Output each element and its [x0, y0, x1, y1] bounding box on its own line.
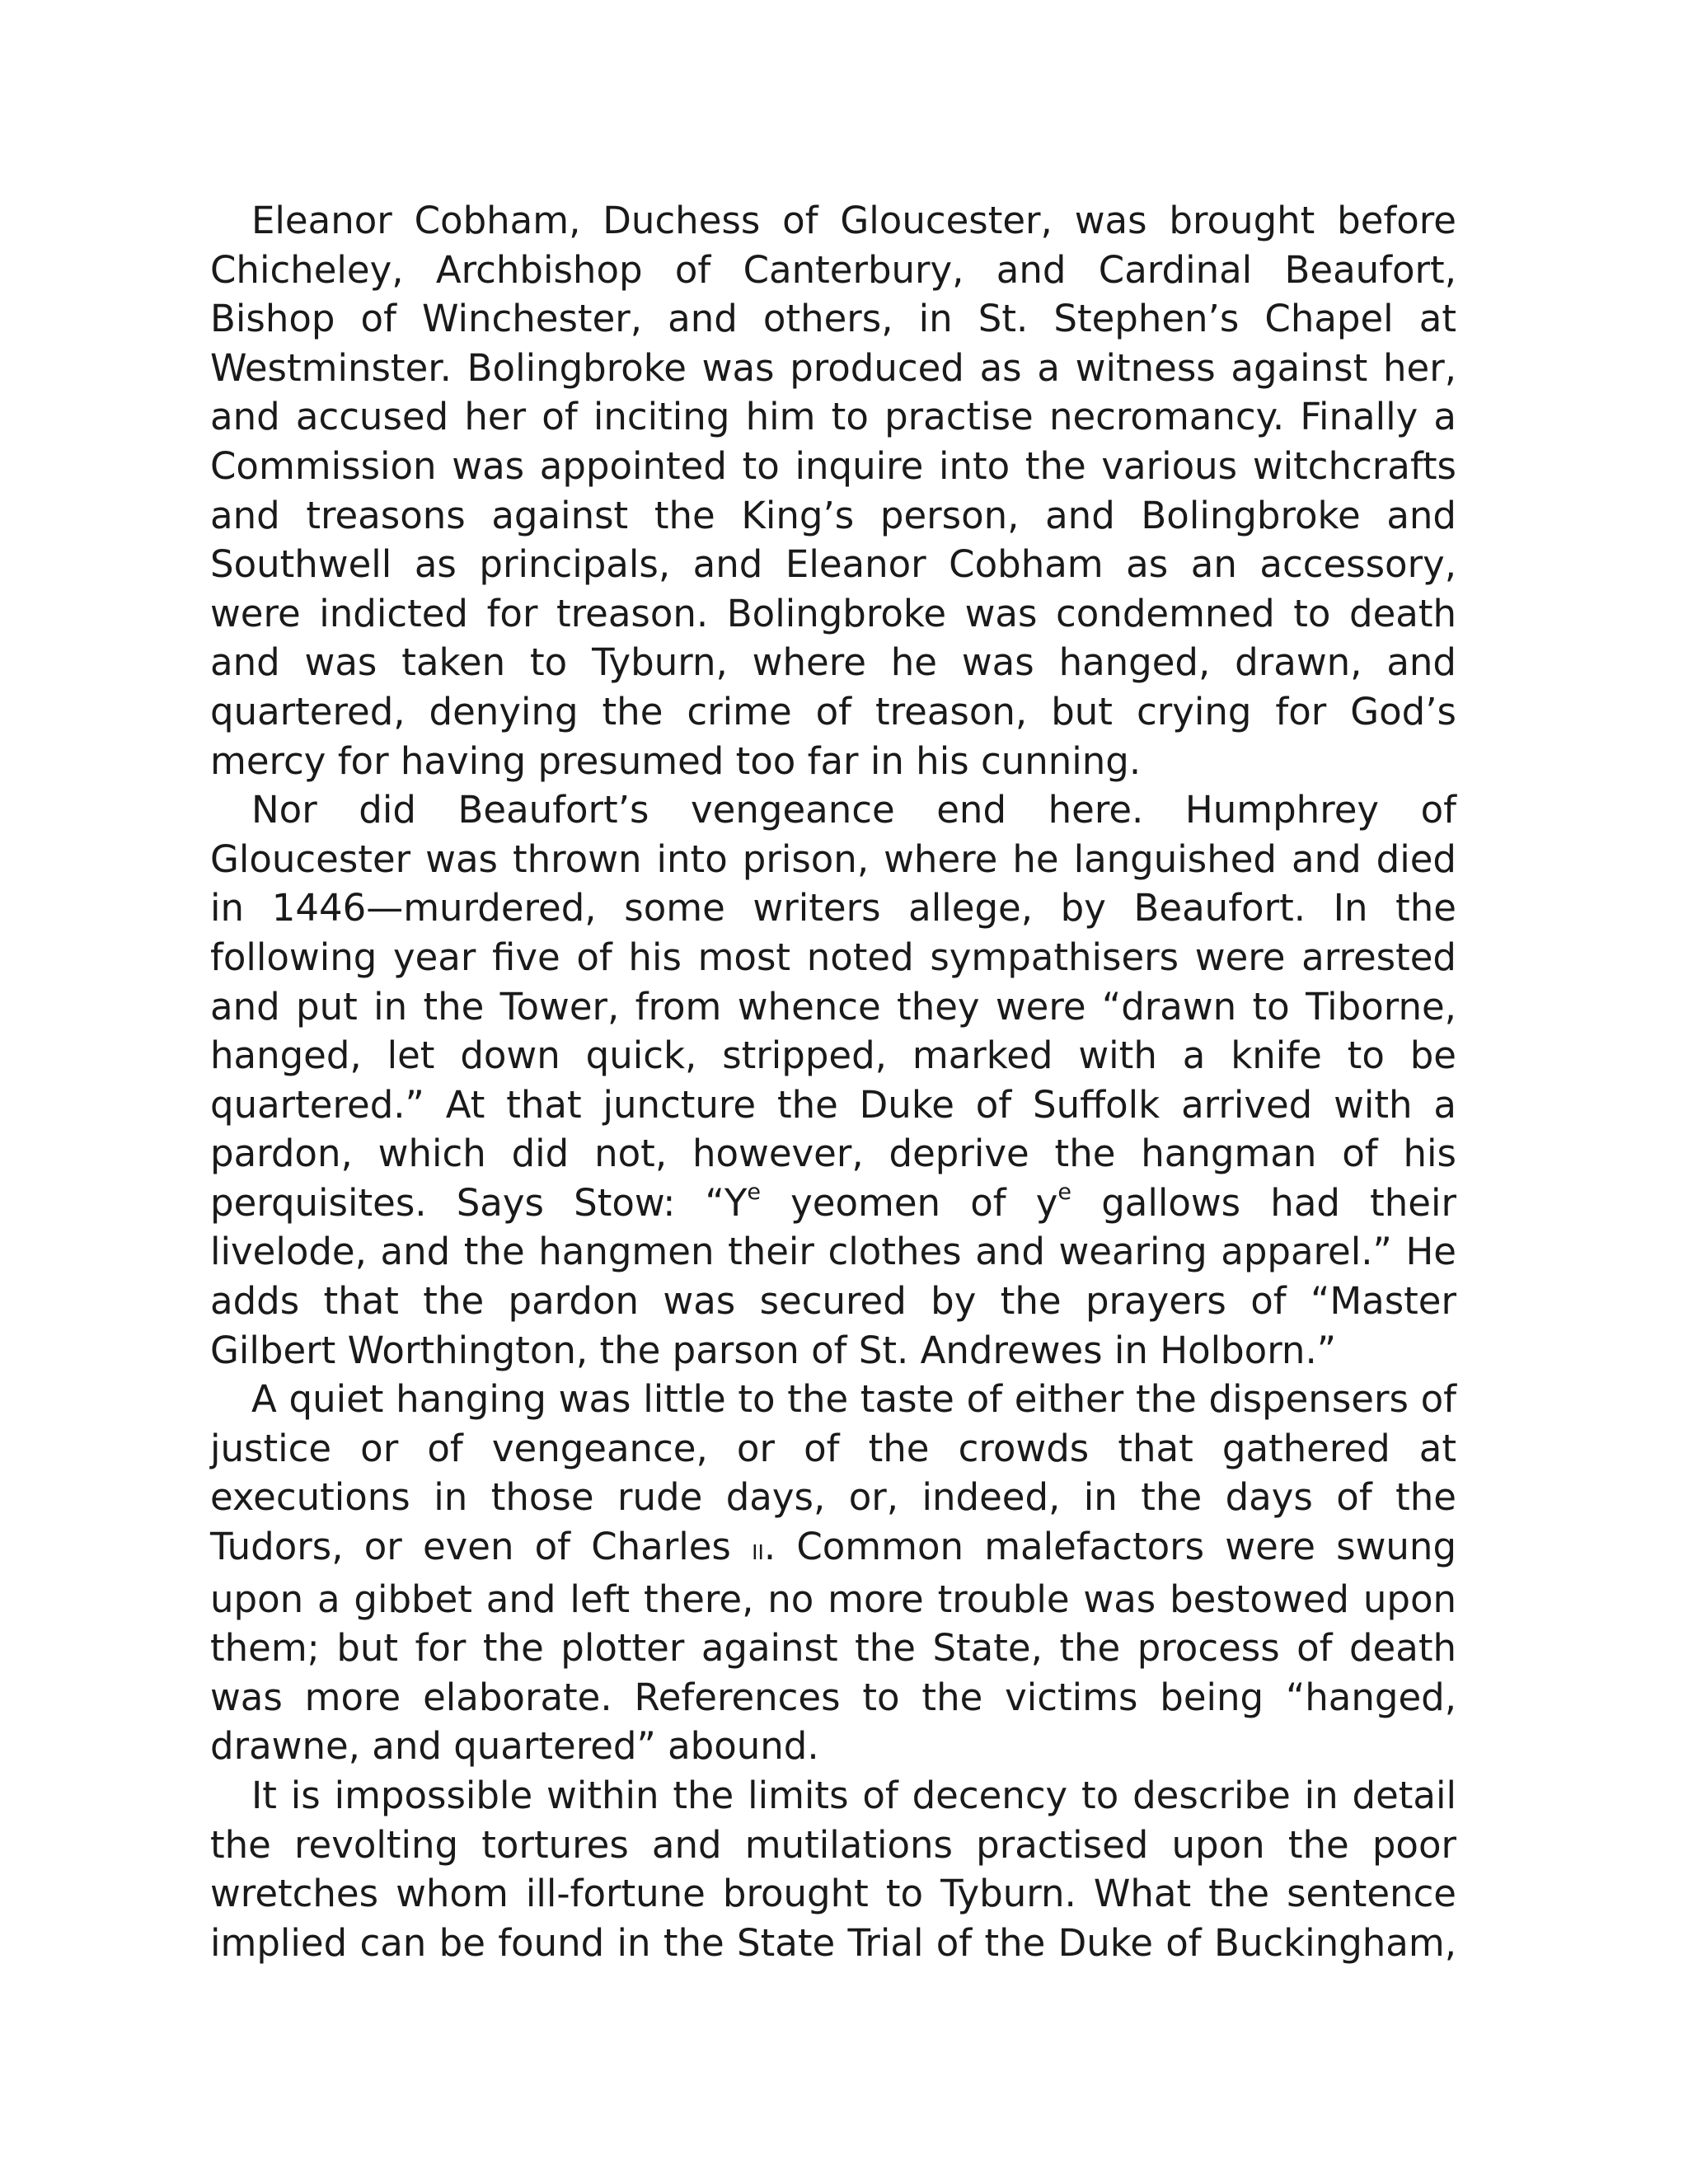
paragraph-text: yeomen of y: [760, 1180, 1058, 1225]
paragraph: [210, 1375, 1456, 1771]
paragraph-text: gallows had their livelode, and the hangmen their clothes and wearing apparel.” He adds that the pardon was secured by the prayers of “Master Gilbert Worthington, the parson of St. Andrewes in Holborn.”: [210, 1180, 1456, 1372]
superscript-e: e: [747, 1179, 761, 1205]
paragraph: [210, 1771, 1456, 1967]
paragraph-text: . Common malefactors were swung upon a gibbet and left there, no more trouble was bestowed upon them; but for the plotter against the State, the process of death was more elaborate. References to the victims being “hanged, drawne, and quartered” abound.: [210, 1525, 1457, 1769]
superscript-e: e: [1057, 1179, 1072, 1205]
paragraph-text: It is impossible within the limits of decency to describe in detail the revolting tortures and mutilations practised upon the poor wretches whom ill-fortune brought to Tyburn. What the sentence implied can be found in the State Trial of the Duke of Buckingham,: [210, 1774, 1456, 1965]
page-body: [210, 196, 1456, 1967]
paragraph: [210, 196, 1456, 785]
paragraph-text: A quiet hanging was little to the taste of either the dispensers of justice or of vengeance, or of the crowds that gathered at executions in those rude days, or, indeed, in the days of the Tudors, or even of Charles: [210, 1377, 1456, 1569]
paragraph-text: Nor did Beaufort’s vengeance end here. Humphrey of Gloucester was thrown into prison, where he languished and died in 1446—murdered, some writers allege, by Beaufort. In the following year five of his most noted sympathisers were arrested and put in the Tower, from whence they were “drawn to Tiborne, hanged, let down quick, stripped, marked with a knife to be quartered.” At that juncture the Duke of Suffolk arrived with a pardon, which did not, however, deprive the hangman of his perquisites. Says Stow: “Y: [210, 788, 1456, 1225]
small-caps-numeral: ii: [752, 1533, 764, 1568]
paragraph: [210, 785, 1456, 1375]
paragraph-text: Eleanor Cobham, Duchess of Gloucester, was brought before Chicheley, Archbishop of Canterbury, and Cardinal Beaufort, Bishop of Winchester, and others, in St. Stephen’s Chapel at Westminster. Bolingbroke was produced as a witness against her, and accused her of inciting him to practise necromancy. Finally a Commission was appointed to inquire into the various witchcrafts and treasons against the King’s person, and Bolingbroke and Southwell as principals, and Eleanor Cobham as an accessory, were indicted for treason. Bolingbroke was condemned to death and was taken to Tyburn, where he was hanged, drawn, and quartered, denying the crime of treason, but crying for God’s mercy for having presumed too far in his cunning.: [210, 199, 1456, 783]
